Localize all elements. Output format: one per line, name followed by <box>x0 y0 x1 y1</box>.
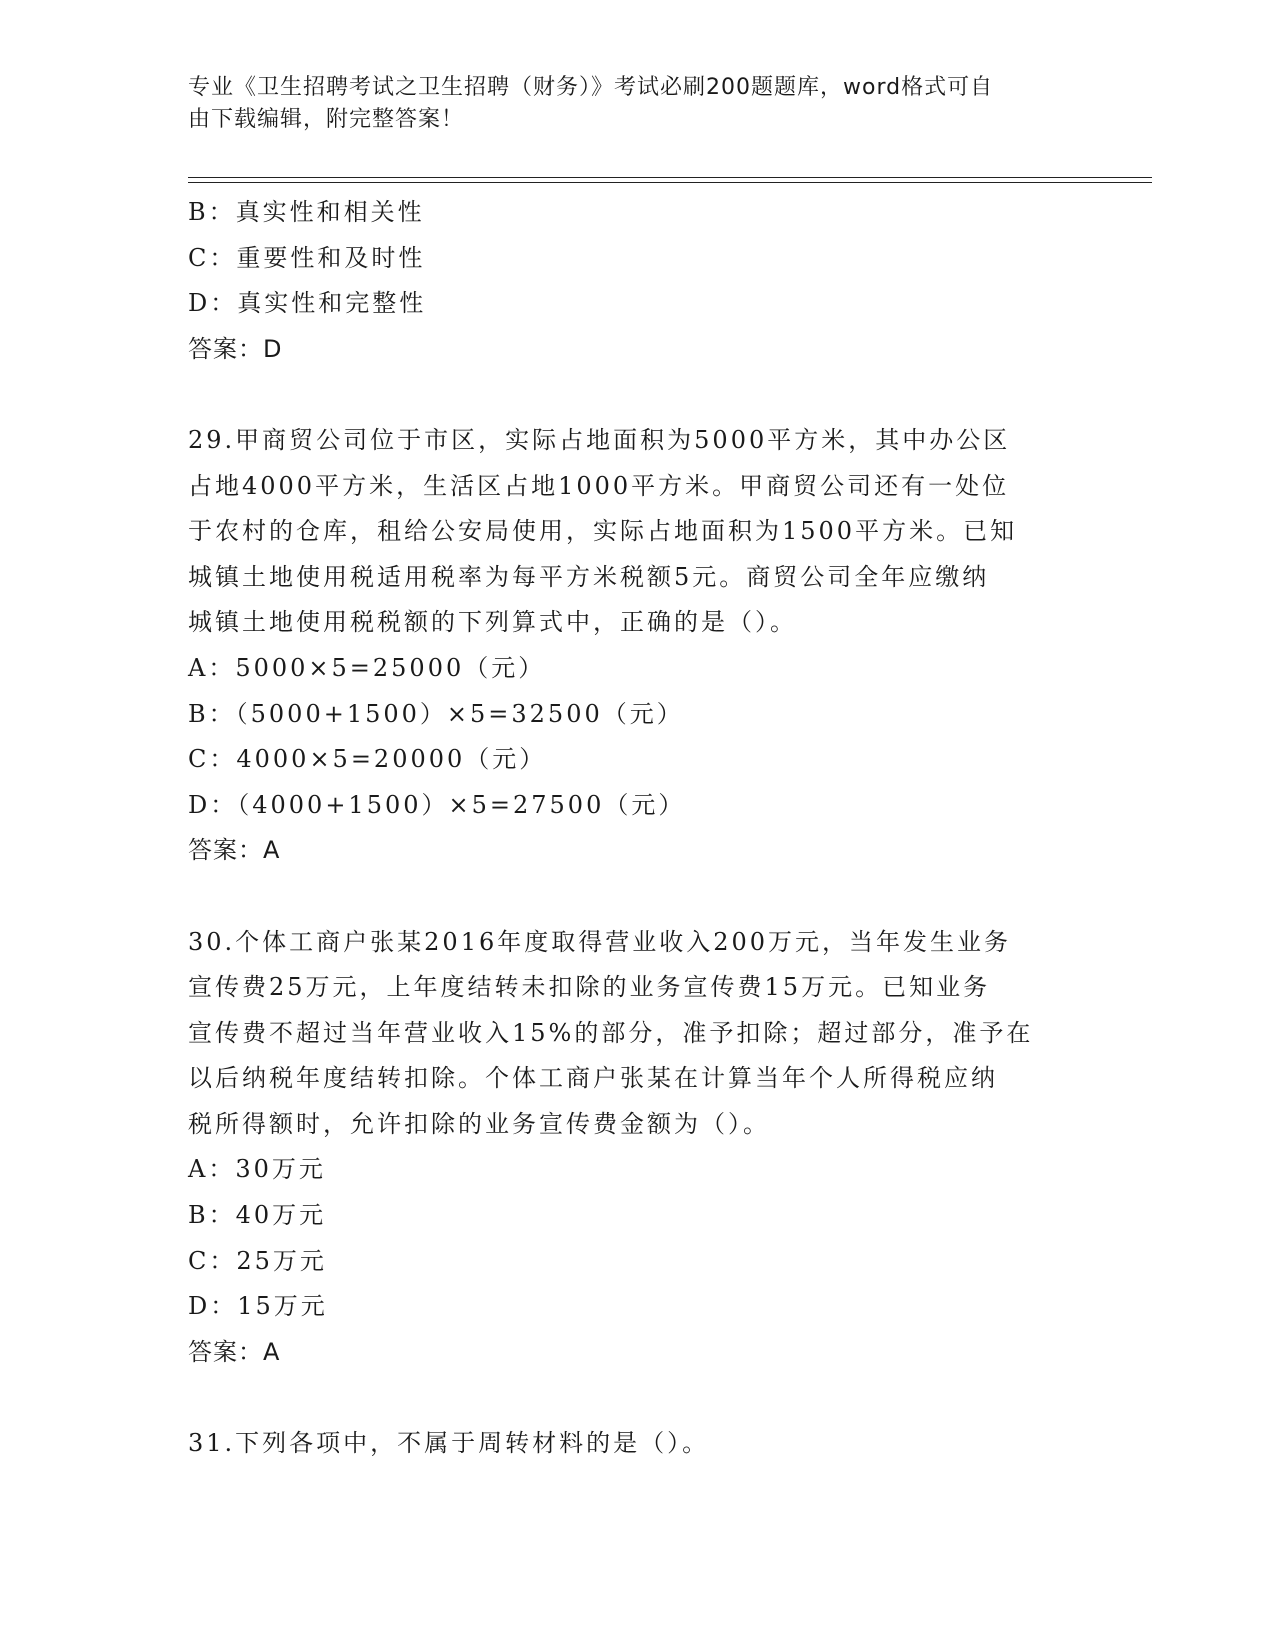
header-divider-bottom <box>188 182 1152 183</box>
spacer <box>188 1375 1088 1421</box>
option-c: C：25万元 <box>188 1246 327 1275</box>
option-b: B：40万元 <box>188 1201 327 1230</box>
question-29 <box>188 418 1088 874</box>
option-c: C：重要性和及时性 <box>188 243 426 272</box>
option-c: C：4000×5=20000（元） <box>188 745 547 774</box>
spacer <box>188 874 1088 920</box>
option-d: D：（4000+1500）×5=27500（元） <box>188 790 686 819</box>
question-28-continued <box>188 190 1088 372</box>
question-stem-line: 31.下列各项中，不属于周转材料的是（）。 <box>188 1429 710 1458</box>
question-stem-line: 税所得额时，允许扣除的业务宣传费金额为（）。 <box>188 1109 770 1138</box>
question-stem-line: 29.甲商贸公司位于市区，实际占地面积为5000平方米，其中办公区 <box>188 425 1011 454</box>
option-a: A：30万元 <box>188 1155 326 1184</box>
answer: 答案：D <box>188 334 283 363</box>
option-d: D：真实性和完整性 <box>188 289 427 318</box>
spacer <box>188 372 1088 418</box>
option-b: B：（5000+1500）×5=32500（元） <box>188 699 684 728</box>
header-line-1: 专业《卫生招聘考试之卫生招聘（财务）》考试必刷200题题库，word格式可自 <box>188 75 994 100</box>
question-stem-line: 以后纳税年度结转扣除。个体工商户张某在计算当年个人所得税应纳 <box>188 1064 998 1093</box>
option-d: D：15万元 <box>188 1292 328 1321</box>
answer: 答案：A <box>188 836 281 865</box>
question-stem-line: 宣传费不超过当年营业收入15%的部分，准予扣除；超过部分，准予在 <box>188 1018 1034 1047</box>
document-header <box>188 72 1088 136</box>
header-divider-top <box>188 177 1152 178</box>
question-stem-line: 30.个体工商户张某2016年度取得营业收入200万元，当年发生业务 <box>188 927 1012 956</box>
answer: 答案：A <box>188 1337 281 1366</box>
question-stem-line: 占地4000平方米，生活区占地1000平方米。甲商贸公司还有一处位 <box>188 471 1010 500</box>
question-stem-line: 于农村的仓库，租给公安局使用，实际占地面积为1500平方米。已知 <box>188 517 1018 546</box>
question-30 <box>188 920 1088 1376</box>
question-stem-line: 宣传费25万元，上年度结转未扣除的业务宣传费15万元。已知业务 <box>188 973 991 1002</box>
question-stem-line: 城镇土地使用税适用税率为每平方米税额5元。商贸公司全年应缴纳 <box>188 562 990 591</box>
option-a: A：5000×5=25000（元） <box>188 653 546 682</box>
option-b: B：真实性和相关性 <box>188 198 425 226</box>
header-line-2: 由下载编辑，附完整答案！ <box>188 107 465 132</box>
question-content <box>188 190 1088 1467</box>
question-31 <box>188 1421 1088 1467</box>
question-stem-line: 城镇土地使用税税额的下列算式中，正确的是（）。 <box>188 608 797 637</box>
